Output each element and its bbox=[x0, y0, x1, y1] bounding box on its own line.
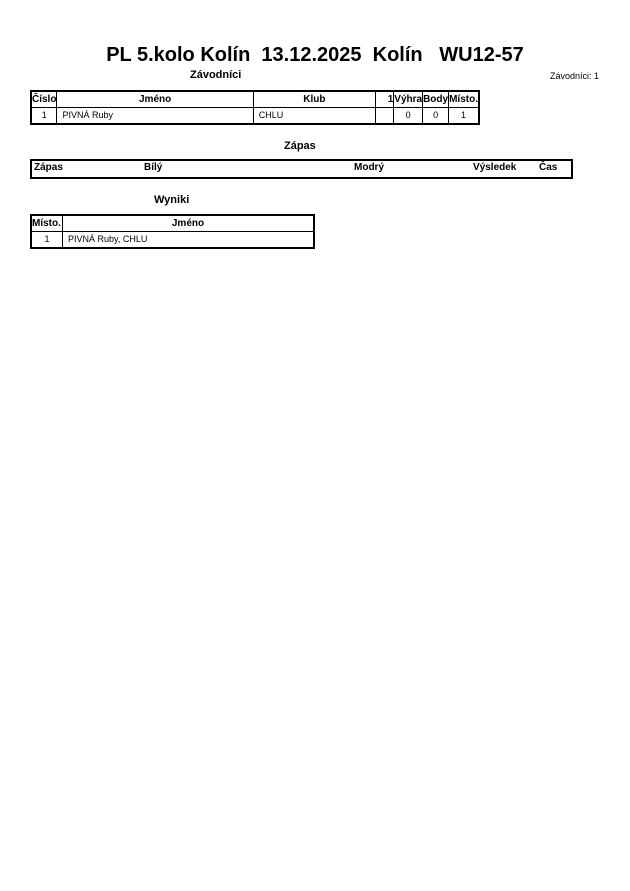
col-result-misto: Místo. bbox=[31, 215, 63, 232]
competitor-wins: 0 bbox=[394, 108, 423, 125]
matches-table bbox=[30, 159, 573, 179]
table-row bbox=[31, 108, 479, 125]
col-vyhra: Výhra bbox=[394, 91, 423, 108]
result-place: 1 bbox=[31, 232, 63, 249]
competitor-place: 1 bbox=[449, 108, 479, 125]
col-zapas: Zápas bbox=[34, 162, 63, 173]
results-header-row bbox=[31, 215, 314, 232]
page-title: PL 5.kolo Kolín 13.12.2025 Kolín WU12-57 bbox=[106, 44, 524, 66]
matches-heading: Zápas bbox=[284, 140, 316, 152]
results-heading: Wyniki bbox=[154, 194, 190, 206]
result-name: PIVNÁ Ruby, CHLU bbox=[63, 232, 315, 249]
competitors-heading: Závodníci bbox=[190, 69, 242, 81]
competitor-club: CHLU bbox=[253, 108, 375, 125]
table-row bbox=[31, 232, 314, 249]
col-round-1: 1 bbox=[375, 91, 393, 108]
col-body: Body bbox=[423, 91, 449, 108]
col-cislo: Číslo bbox=[31, 91, 57, 108]
competitor-name: PIVNÁ Ruby bbox=[57, 108, 253, 125]
competitors-table bbox=[30, 90, 480, 125]
competitors-header-row bbox=[31, 91, 479, 108]
competitors-count: Závodníci: 1 bbox=[549, 71, 599, 81]
col-modry: Modrý bbox=[354, 162, 384, 173]
col-cas: Čas bbox=[539, 162, 558, 173]
col-misto: Místo. bbox=[449, 91, 479, 108]
col-jmeno: Jméno bbox=[57, 91, 253, 108]
results-table bbox=[30, 214, 315, 249]
competitor-number: 1 bbox=[31, 108, 57, 125]
col-result-jmeno: Jméno bbox=[63, 215, 315, 232]
col-klub: Klub bbox=[253, 91, 375, 108]
col-vysledek: Výsledek bbox=[473, 162, 517, 173]
col-bily: Bílý bbox=[144, 162, 163, 173]
competitor-points: 0 bbox=[423, 108, 449, 125]
competitor-round-1 bbox=[375, 108, 393, 125]
